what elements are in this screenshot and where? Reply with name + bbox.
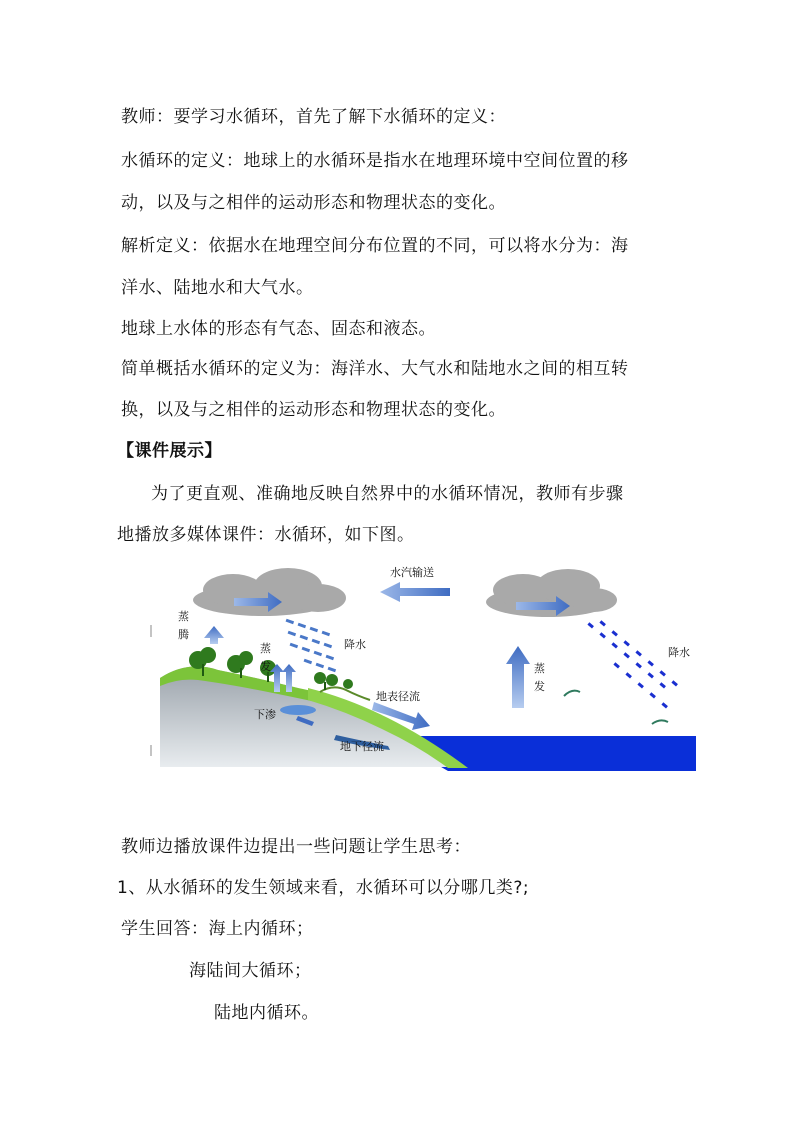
paragraph-questions-intro: 教师边播放课件边提出一些问题让学生思考： (121, 837, 471, 857)
paragraph-summary-line2: 换，以及与之相伴的运动形态和物理状态的变化。 (121, 400, 506, 420)
label-infiltration: 下渗 (254, 708, 276, 721)
label-groundwater-runoff: 地下径流 (340, 740, 384, 753)
label-precip-land: 降水 (344, 638, 366, 651)
label-evaporation-land-1: 蒸 (260, 642, 271, 655)
rain-sea (587, 620, 678, 708)
section-heading: 【课件展示】 (117, 441, 222, 461)
label-evaporation-land-2: 发 (260, 660, 271, 673)
label-transpiration-2: 腾 (178, 628, 189, 641)
paragraph-teacher-intro: 教师：要学习水循环，首先了解下水循环的定义： (121, 107, 506, 127)
evaporation-arrow-sea (506, 646, 530, 708)
label-evaporation-sea-2: 发 (534, 680, 545, 693)
paragraph-answer-2: 海陆间大循环； (189, 961, 312, 981)
paragraph-answer-3: 陆地内循环。 (214, 1003, 319, 1023)
bird (652, 720, 668, 724)
vapor-transport-arrow (380, 582, 450, 602)
label-surface-runoff: 地表径流 (376, 690, 420, 703)
paragraph-courseware-line2: 地播放多媒体课件：水循环，如下图。 (117, 525, 415, 545)
label-vapor-transport: 水汽输送 (390, 566, 434, 579)
bird (564, 691, 580, 696)
paragraph-courseware-line1: 为了更直观、准确地反映自然界中的水循环情况，教师有步骤 (151, 484, 624, 504)
rain-land (286, 619, 337, 673)
water-cycle-diagram (148, 560, 696, 774)
paragraph-analysis-line1: 解析定义：依据水在地理空间分布位置的不同，可以将水分为：海 (121, 236, 629, 256)
paragraph-definition-line2: 动，以及与之相伴的运动形态和物理状态的变化。 (121, 193, 506, 213)
transpiration-arrow (204, 626, 224, 644)
lake (280, 705, 316, 715)
paragraph-water-states: 地球上水体的形态有气态、固态和液态。 (121, 319, 436, 339)
label-transpiration-1: 蒸 (178, 610, 189, 623)
paragraph-analysis-line2: 洋水、陆地水和大气水。 (121, 278, 314, 298)
paragraph-student-answer: 学生回答：海上内循环； (121, 919, 314, 939)
label-evaporation-sea-1: 蒸 (534, 662, 545, 675)
paragraph-definition-line1: 水循环的定义：地球上的水循环是指水在地理环境中空间位置的移 (121, 151, 629, 171)
paragraph-summary-line1: 简单概括水循环的定义为：海洋水、大气水和陆地水之间的相互转 (121, 359, 629, 379)
paragraph-question-1: 1、从水循环的发生领域来看，水循环可以分哪几类?; (117, 878, 530, 898)
label-precip-sea: 降水 (668, 646, 690, 659)
